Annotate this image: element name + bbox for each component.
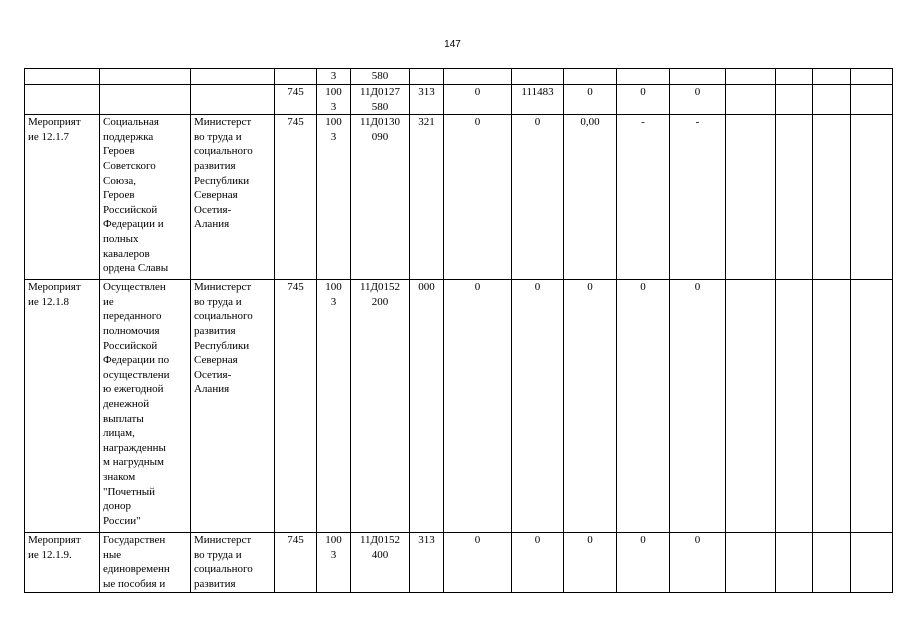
executor-cell	[191, 85, 275, 115]
empty-cell-2	[776, 85, 813, 115]
rzpr-cell: 100 3	[317, 85, 351, 115]
empty-cell-1	[726, 533, 776, 592]
table-row	[25, 69, 893, 85]
empty-cell-4	[851, 533, 893, 592]
executor-cell	[191, 69, 275, 85]
empty-cell-4	[851, 115, 893, 280]
year5-cell: 0	[670, 85, 726, 115]
executor-cell: Министерст во труда и социального развития Республики Северная Осетия- Алания	[191, 115, 275, 280]
event-cell: Мероприят ие 12.1.7	[25, 115, 100, 280]
name-cell: Государствен ные единовременн ые пособия и	[100, 533, 191, 592]
year1-cell: 0	[444, 85, 512, 115]
empty-cell-1	[726, 280, 776, 533]
year2-cell: 0	[512, 533, 564, 592]
grbs-cell: 745	[275, 533, 317, 592]
rzpr-cell: 100 3	[317, 115, 351, 280]
empty-cell-2	[776, 115, 813, 280]
grbs-cell	[275, 69, 317, 85]
csr-cell: 580	[351, 69, 410, 85]
year4-cell: 0	[617, 280, 670, 533]
vr-cell: 321	[410, 115, 444, 280]
year5-cell: 0	[670, 280, 726, 533]
year2-cell: 0	[512, 280, 564, 533]
rzpr-cell: 100 3	[317, 280, 351, 533]
empty-cell-2	[776, 69, 813, 85]
empty-cell-2	[776, 533, 813, 592]
csr-cell: 11Д0152 400	[351, 533, 410, 592]
empty-cell-4	[851, 280, 893, 533]
rzpr-cell: 3	[317, 69, 351, 85]
year3-cell: 0	[564, 533, 617, 592]
year3-cell: 0,00	[564, 115, 617, 280]
year2-cell: 0	[512, 115, 564, 280]
csr-cell: 11Д0130 090	[351, 115, 410, 280]
csr-cell: 11Д0152 200	[351, 280, 410, 533]
year5-cell	[670, 69, 726, 85]
year2-cell	[512, 69, 564, 85]
empty-cell-3	[813, 85, 851, 115]
year1-cell	[444, 69, 512, 85]
vr-cell: 313	[410, 533, 444, 592]
table-row	[25, 115, 893, 280]
grbs-cell: 745	[275, 115, 317, 280]
year4-cell: -	[617, 115, 670, 280]
empty-cell-1	[726, 69, 776, 85]
event-cell: Мероприят ие 12.1.8	[25, 280, 100, 533]
name-cell	[100, 69, 191, 85]
name-cell: Социальная поддержка Героев Советского Союза, Героев Российской Федерации и полных кавалеров ордена Славы	[100, 115, 191, 280]
table-body	[25, 69, 893, 593]
csr-cell: 11Д0127 580	[351, 85, 410, 115]
year3-cell: 0	[564, 280, 617, 533]
year4-cell	[617, 69, 670, 85]
year5-cell: -	[670, 115, 726, 280]
grbs-cell: 745	[275, 85, 317, 115]
year4-cell: 0	[617, 533, 670, 592]
rzpr-cell: 100 3	[317, 533, 351, 592]
name-cell	[100, 85, 191, 115]
name-cell: Осуществлен ие переданного полномочия Российской Федерации по осуществлени ю ежегодной денежной выплаты лицам, награжденны м нагрудным знаком "Почетный донор России"	[100, 280, 191, 533]
table-row	[25, 533, 893, 592]
year2-cell: 111483	[512, 85, 564, 115]
vr-cell: 313	[410, 85, 444, 115]
year4-cell: 0	[617, 85, 670, 115]
event-cell: Мероприят ие 12.1.9.	[25, 533, 100, 592]
year1-cell: 0	[444, 115, 512, 280]
event-cell	[25, 85, 100, 115]
empty-cell-3	[813, 280, 851, 533]
executor-cell: Министерст во труда и социального развития Республики Северная Осетия- Алания	[191, 280, 275, 533]
empty-cell-3	[813, 115, 851, 280]
empty-cell-1	[726, 115, 776, 280]
vr-cell: 000	[410, 280, 444, 533]
empty-cell-3	[813, 69, 851, 85]
executor-cell: Министерст во труда и социального развития	[191, 533, 275, 592]
year1-cell: 0	[444, 280, 512, 533]
event-cell	[25, 69, 100, 85]
table-row	[25, 85, 893, 115]
year3-cell	[564, 69, 617, 85]
empty-cell-1	[726, 85, 776, 115]
budget-table	[24, 68, 893, 593]
empty-cell-2	[776, 280, 813, 533]
year5-cell: 0	[670, 533, 726, 592]
empty-cell-3	[813, 533, 851, 592]
empty-cell-4	[851, 69, 893, 85]
page-number: 147	[444, 39, 461, 50]
empty-cell-4	[851, 85, 893, 115]
vr-cell	[410, 69, 444, 85]
grbs-cell: 745	[275, 280, 317, 533]
year1-cell: 0	[444, 533, 512, 592]
year3-cell: 0	[564, 85, 617, 115]
table-row	[25, 280, 893, 533]
